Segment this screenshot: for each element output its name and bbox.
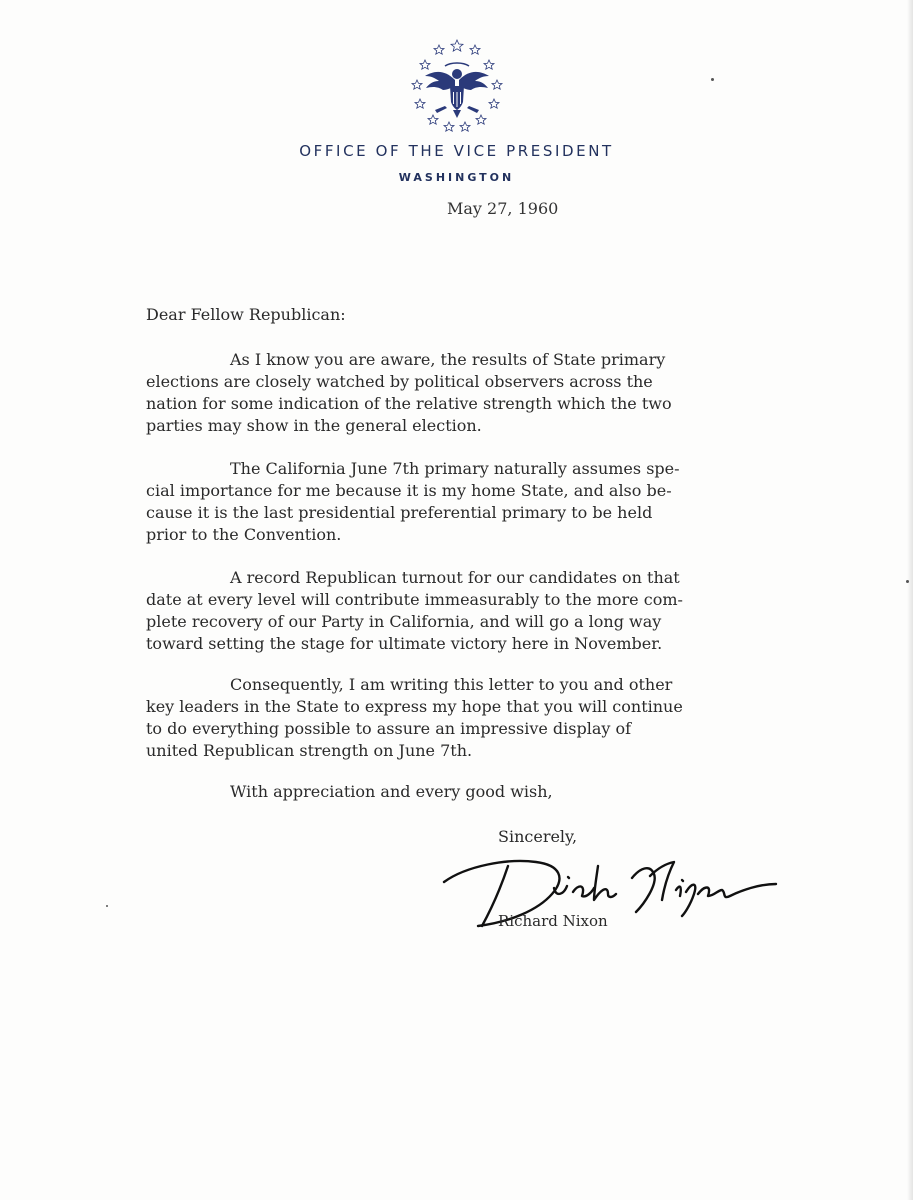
handwritten-signature — [436, 852, 782, 932]
signer-name: Richard Nixon — [498, 912, 608, 930]
letterhead-office: OFFICE OF THE VICE PRESIDENT — [299, 142, 614, 160]
text-line: A record Republican turnout for our candidates on that — [230, 568, 680, 587]
paper-speck — [711, 78, 714, 81]
paper-speck — [106, 905, 108, 907]
paper-speck — [906, 580, 909, 583]
text-line: to do everything possible to assure an impressive display of — [146, 719, 632, 738]
text-line: parties may show in the general election. — [146, 416, 482, 435]
vice-president-seal-icon — [405, 36, 509, 136]
paper-edge-shadow — [907, 0, 913, 1200]
letterhead-city: WASHINGTON — [398, 171, 515, 184]
text-line: As I know you are aware, the results of State primary — [230, 350, 666, 369]
text-line: toward setting the stage for ultimate victory here in November. — [146, 634, 663, 653]
body-paragraph — [146, 567, 786, 655]
letter-date: May 27, 1960 — [447, 199, 559, 218]
body-paragraph — [146, 674, 786, 762]
text-line: nation for some indication of the relative strength which the two — [146, 394, 672, 413]
text-line: key leaders in the State to express my hope that you will continue — [146, 697, 683, 716]
text-line: united Republican strength on June 7th. — [146, 741, 473, 760]
text-line: prior to the Convention. — [146, 525, 342, 544]
text-line: date at every level will contribute immeasurably to the more com- — [146, 590, 683, 609]
text-line: Consequently, I am writing this letter to you and other — [230, 675, 673, 694]
text-line: plete recovery of our Party in California, and will go a long way — [146, 612, 662, 631]
closing-line: With appreciation and every good wish, — [230, 782, 553, 801]
text-line: cause it is the last presidential preferential primary to be held — [146, 503, 653, 522]
body-paragraph — [146, 349, 786, 437]
signoff: Sincerely, — [498, 827, 578, 846]
body-paragraph — [146, 458, 786, 546]
salutation: Dear Fellow Republican: — [146, 305, 346, 324]
text-line: The California June 7th primary naturally assumes spe- — [230, 459, 680, 478]
text-line: elections are closely watched by political observers across the — [146, 372, 653, 391]
text-line: cial importance for me because it is my home State, and also be- — [146, 481, 672, 500]
